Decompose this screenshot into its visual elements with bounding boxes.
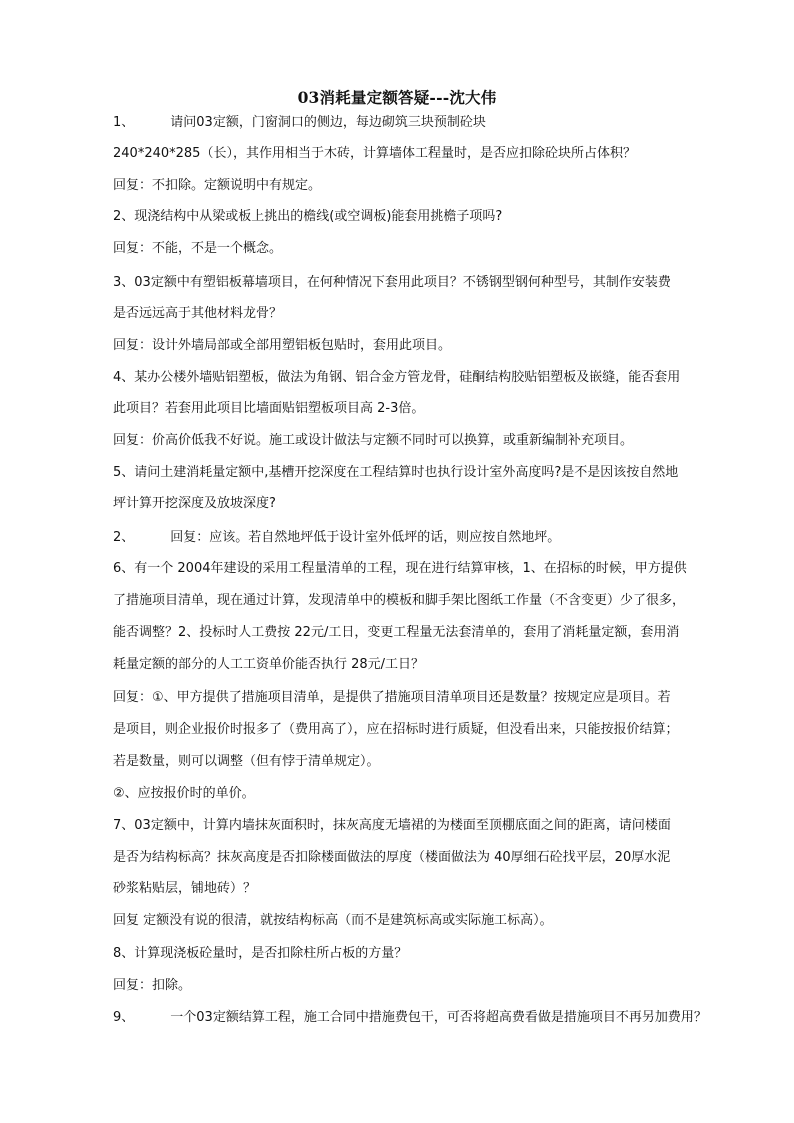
text-line (113, 785, 255, 803)
text-line (113, 337, 451, 355)
text-line (113, 817, 671, 835)
text-line (113, 912, 553, 930)
text-line-continuation: 一个03定额结算工程，施工合同中措施费包干，可否将超高费看做是措施项目不再另加费用？ (170, 1010, 707, 1025)
text-line (113, 560, 687, 578)
text-line (113, 849, 670, 867)
text-line (113, 656, 424, 674)
text-line (113, 721, 679, 739)
text-line-content: 砂浆粘贴层，铺地砖）？ (113, 881, 257, 896)
text-line-content: 能否调整？2、投标时人工费按 22元/工日，变更工程量无法套清单的，套用了消耗量定额，套用消 (113, 625, 680, 640)
text-line-content: 5、请问土建消耗量定额中,基槽开挖深度在工程结算时也执行设计室外高度吗?是不是因该按自然地 (113, 465, 679, 480)
text-line (113, 274, 671, 292)
text-line-content: 回复：不能，不是一个概念。 (113, 241, 283, 256)
text-line-content: 240*240*285（长），其作用相当于木砖，计算墙体工程量时，是否应扣除砼块所占体积？ (113, 146, 636, 161)
text-line-content: 1、 (113, 115, 135, 130)
text-line (113, 689, 671, 707)
text-line (113, 1009, 707, 1027)
text-line-content: 是项目，则企业报价时报多了（费用高了），应在招标时进行质疑，但没看出来，只能按报价结算； (113, 722, 679, 737)
text-line (113, 432, 633, 450)
text-line-content: 回复：扣除。 (113, 978, 192, 993)
document-title: 03消耗量定额答疑---沈大伟 (297, 88, 497, 107)
text-line (113, 305, 282, 323)
text-line-content: 是否远远高于其他材料龙骨？ (113, 306, 283, 321)
text-line (113, 400, 424, 418)
text-line (113, 592, 685, 610)
text-line-content: 回复：价高价低我不好说。施工或设计做法与定额不同时可以换算，或重新编制补充项目。 (113, 433, 634, 448)
text-line (113, 529, 560, 547)
text-line (113, 369, 680, 387)
text-line-content: 此项目？若套用此项目比墙面贴铝塑板项目高 2-3倍。 (113, 401, 425, 416)
text-line-content: 坪计算开挖深度及放坡深度? (113, 496, 276, 511)
text-line-content: 回复：不扣除。定额说明中有规定。 (113, 178, 322, 193)
text-line (113, 753, 380, 771)
text-line (113, 145, 636, 163)
text-line-continuation: 请问03定额，门窗洞口的侧边，每边砌筑三块预制砼块 (170, 115, 486, 130)
text-line-content: 回复：①、甲方提供了措施项目清单，是提供了措施项目清单项目还是数量？按规定应是项目。若 (113, 690, 671, 705)
text-line-content: 回复 定额没有说的很清，就按结构标高（而不是建筑标高或实际施工标高）。 (113, 913, 553, 928)
text-line (113, 464, 678, 482)
text-line (113, 240, 282, 258)
text-line-content: 回复：设计外墙局部或全部用塑铝板包贴时，套用此项目。 (113, 338, 452, 353)
text-line (113, 495, 276, 513)
text-line-content: 7、03定额中，计算内墙抹灰面积时，抹灰高度无墙裙的为楼面至顶棚底面之间的距离，请问楼面 (113, 818, 671, 833)
text-line (113, 880, 256, 898)
text-line-content: 若是数量，则可以调整（但有悖于清单规定）。 (113, 754, 380, 769)
text-line-content: 是否为结构标高？抹灰高度是否扣除楼面做法的厚度（楼面做法为 40厚细石砼找平层，20厚水泥 (113, 850, 671, 865)
text-line-content: 8、计算现浇板砼量时，是否扣除柱所占板的方量？ (113, 946, 408, 961)
text-line-content: 4、某办公楼外墙贴铝塑板，做法为角钢、铝合金方管龙骨，硅酮结构胶贴铝塑板及嵌缝，能否套用 (113, 370, 681, 385)
text-line-content: 了措施项目清单，现在通过计算，发现清单中的模板和脚手架比图纸工作量（不含变更）少了很多， (113, 593, 686, 608)
text-line (113, 977, 191, 995)
text-line-content: 6、有一个 2004年建设的采用工程量清单的工程，现在进行结算审核，1、在招标的时候，甲方提供 (113, 561, 687, 576)
text-line-content: 2、 (113, 530, 135, 545)
text-line (113, 114, 486, 132)
text-line-content: 耗量定额的部分的人工工资单价能否执行 28元/工日？ (113, 657, 425, 672)
text-line (113, 624, 679, 642)
text-line (113, 945, 407, 963)
text-line (113, 208, 502, 226)
text-line-content: 3、03定额中有塑铝板幕墙项目，在何种情况下套用此项目？不锈钢型钢何种型号，其制作安装费 (113, 275, 671, 290)
text-line-continuation: 回复：应该。若自然地坪低于设计室外低坪的话，则应按自然地坪。 (170, 530, 561, 545)
text-line-content: ②、应按报价时的单价。 (113, 786, 255, 801)
text-line-content: 9、 (113, 1010, 135, 1025)
text-line-content: 2、现浇结构中从梁或板上挑出的檐线(或空调板)能套用挑檐子项吗? (113, 209, 503, 224)
text-line (113, 177, 321, 195)
